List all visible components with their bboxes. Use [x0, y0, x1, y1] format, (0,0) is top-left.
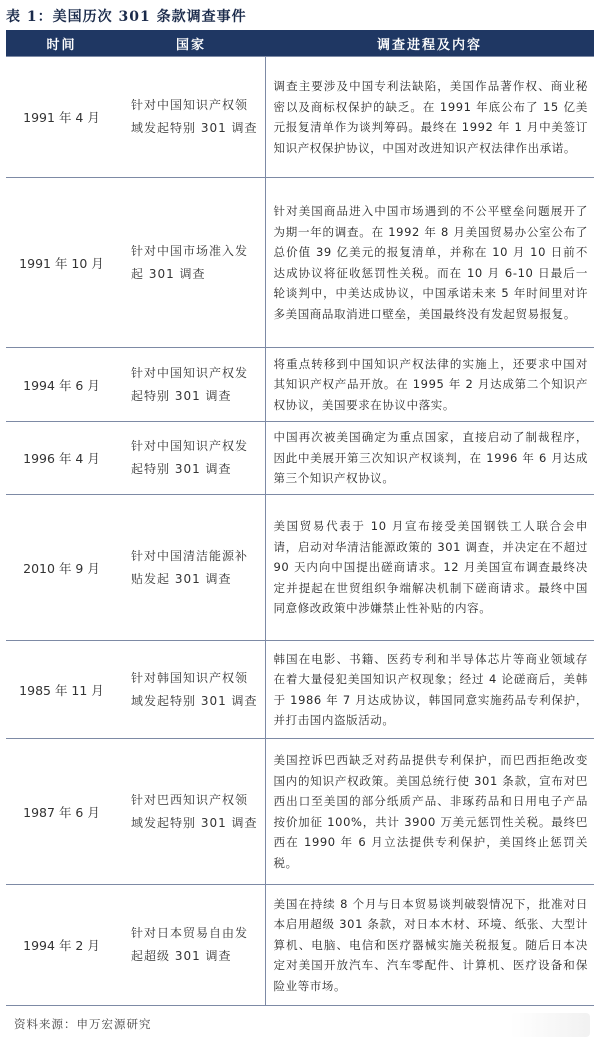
- investigation-table: [6, 30, 594, 1006]
- row-content: 美国贸易代表于 10 月宣布接受美国钢铁工人联合会申请，启动对华清洁能源政策的 301 调查，并决定在不超过 90 天内向中国提出磋商请求。12 月美国宣布调查最终决定并提起在世贸组织争端解决机制下磋商请求。最终中国同意修改政策中涉嫌禁止性补贴的内容。: [265, 495, 594, 641]
- header-country: 国家: [117, 30, 265, 57]
- table-row: [6, 178, 594, 348]
- row-time: 1987 年 6 月: [6, 739, 117, 885]
- row-time: 1994 年 6 月: [6, 348, 117, 422]
- table-row: [6, 739, 594, 885]
- table-row: [6, 495, 594, 641]
- row-time: 1991 年 10 月: [6, 178, 117, 348]
- header-time: 时间: [6, 30, 117, 57]
- row-time: 2010 年 9 月: [6, 495, 117, 641]
- row-content: 美国控诉巴西缺乏对药品提供专利保护，而巴西拒绝改变国内的知识产权政策。美国总统行使 301 条款，宣布对巴西出口至美国的部分纸质产品、非琢药品和日用电子产品按价加征 100%，共计 3900 万美元惩罚性关税。最终巴西在 1990 年 6 月立法提供专利保护，美国终止惩罚关税。: [265, 739, 594, 885]
- header-content: 调查进程及内容: [265, 30, 594, 57]
- row-country: 针对中国知识产权发起特别 301 调查: [117, 422, 265, 495]
- table-row: [6, 641, 594, 739]
- row-country: 针对韩国知识产权领域发起特别 301 调查: [117, 641, 265, 739]
- row-content: 中国再次被美国确定为重点国家，直接启动了制裁程序，因此中美展开第三次知识产权谈判，在 1996 年 6 月达成第三个知识产权协议。: [265, 422, 594, 495]
- row-content: 美国在持续 8 个月与日本贸易谈判破裂情况下，批准对日本启用超级 301 条款，对日本木材、环境、纸张、大型计算机、电脑、电信和医疗器械实施关税报复。随后日本决定对美国开放汽车、汽车零配件、计算机、医疗设备和保险业等市场。: [265, 885, 594, 1006]
- row-time: 1985 年 11 月: [6, 641, 117, 739]
- table-row: [6, 348, 594, 422]
- row-country: 针对中国知识产权发起特别 301 调查: [117, 348, 265, 422]
- row-content: 调查主要涉及中国专利法缺陷，美国作品著作权、商业秘密以及商标权保护的缺乏。在 1991 年底公布了 15 亿美元报复清单作为谈判筹码。最终在 1992 年 1 月中美签订知识产权保护协议，中国对改进知识产权法律作出承诺。: [265, 57, 594, 178]
- row-country: 针对中国市场准入发起 301 调查: [117, 178, 265, 348]
- table-row: [6, 422, 594, 495]
- row-country: 针对中国知识产权领域发起特别 301 调查: [117, 57, 265, 178]
- row-country: 针对日本贸易自由发起超级 301 调查: [117, 885, 265, 1006]
- table-header-row: [6, 30, 594, 57]
- row-time: 1994 年 2 月: [6, 885, 117, 1006]
- row-content: 针对美国商品进入中国市场遇到的不公平壁垒问题展开了为期一年的调查。在 1992 年 8 月美国贸易办公室公布了总价值 39 亿美元的报复清单，并称在 10 月 10 日前不达成协议将征收惩罚性关税。而在 10 月 6-10 日最后一轮谈判中，中美达成协议，中国承诺未来 5 年时间里对许多美国商品取消进口壁垒，美国最终没有发起贸易报复。: [265, 178, 594, 348]
- table-row: [6, 885, 594, 1006]
- row-content: 韩国在电影、书籍、医药专利和半导体芯片等商业领域存在着大量侵犯美国知识产权现象；经过 4 论磋商后，美韩于 1986 年 7 月达成协议，韩国同意实施药品专利保护，并打击国内盗版活动。: [265, 641, 594, 739]
- row-country: 针对巴西知识产权领域发起特别 301 调查: [117, 739, 265, 885]
- table-row: [6, 57, 594, 178]
- row-time: 1996 年 4 月: [6, 422, 117, 495]
- watermark-shape: [510, 1013, 590, 1037]
- source-note: 资料来源：申万宏源研究: [14, 1017, 152, 1031]
- row-country: 针对中国清洁能源补贴发起 301 调查: [117, 495, 265, 641]
- row-content: 将重点转移到中国知识产权法律的实施上，还要求中国对其知识产权产品开放。在 1995 年 2 月达成第二个知识产权协议，美国要求在协议中落实。: [265, 348, 594, 422]
- row-time: 1991 年 4 月: [6, 57, 117, 178]
- table-title: 表 1：美国历次 301 条款调查事件: [6, 9, 247, 25]
